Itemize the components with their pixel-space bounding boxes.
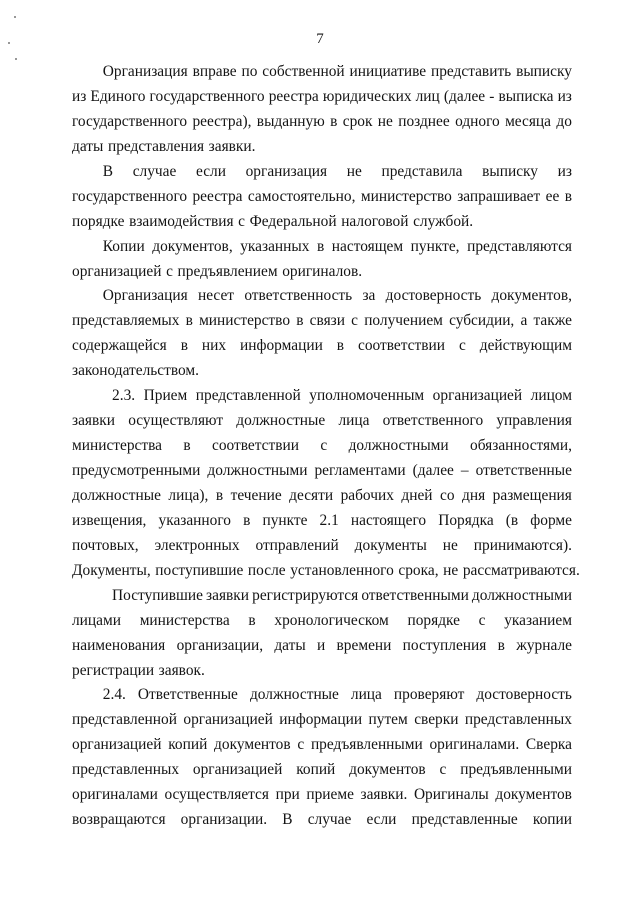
text-line <box>72 459 572 484</box>
word: государственного <box>149 87 265 105</box>
word: информации <box>279 711 363 729</box>
word: 2.4. <box>102 686 126 704</box>
word: если <box>195 162 226 180</box>
word: ее <box>545 187 560 205</box>
paragraph <box>72 683 572 833</box>
word: выданную <box>256 112 325 130</box>
text-line <box>72 309 572 334</box>
word: 2.3. <box>112 387 136 405</box>
text-line <box>72 559 580 584</box>
word: инициативе <box>349 63 427 80</box>
word: после <box>247 561 286 579</box>
word: представления <box>107 137 205 155</box>
word: (в <box>505 511 519 529</box>
word: указанных <box>240 237 310 255</box>
word: заявки. <box>208 137 256 155</box>
word: Копии <box>102 237 145 255</box>
word: течение <box>230 486 282 504</box>
word: отправлений <box>255 536 339 554</box>
word: за <box>362 287 376 305</box>
word: действующим <box>479 337 572 355</box>
word: в <box>243 511 251 529</box>
word: ответственными <box>361 586 469 604</box>
text-line <box>72 708 572 733</box>
word: министерства <box>72 437 162 455</box>
text-line <box>72 409 572 434</box>
text-line <box>72 659 572 684</box>
word: лица <box>338 412 370 430</box>
word: организации. <box>180 811 268 829</box>
text-line <box>72 634 572 659</box>
word: реестра), <box>192 112 252 130</box>
word: из <box>72 87 87 105</box>
word: Организация <box>102 63 188 80</box>
word: дня <box>462 486 486 504</box>
word: с <box>297 736 305 754</box>
text-line <box>72 260 572 285</box>
paragraph <box>72 284 572 384</box>
word: документы <box>354 536 427 554</box>
word: собственной <box>262 63 345 80</box>
text-line <box>72 210 572 235</box>
word: в <box>296 312 304 330</box>
text-line <box>72 110 572 135</box>
word: юридических <box>322 87 412 105</box>
word: несет <box>197 287 235 305</box>
word: регламентами <box>314 462 406 479</box>
word: них <box>201 337 227 355</box>
word: в <box>215 486 224 504</box>
word: ответственного <box>382 412 484 430</box>
word: представленных <box>464 711 572 729</box>
word: предъявленными <box>460 761 572 779</box>
word: даты <box>274 636 306 654</box>
word: В <box>102 162 114 180</box>
word: Порядка <box>438 511 494 529</box>
text-line <box>72 783 572 808</box>
word: в <box>248 611 256 629</box>
word: при <box>275 786 300 804</box>
word: заявки <box>206 586 250 604</box>
scan-speck <box>14 16 16 18</box>
word: службой. <box>413 212 474 230</box>
word: с <box>478 611 486 629</box>
word: должностными <box>348 437 449 455</box>
word: электронных <box>154 536 240 554</box>
word: соответствии <box>212 437 299 455</box>
word: по <box>241 63 258 80</box>
word: налоговой <box>341 212 409 230</box>
word: представляются <box>467 237 572 255</box>
word: должностные <box>236 412 326 430</box>
word: оригиналами. <box>429 736 520 754</box>
word: реестра <box>192 187 243 205</box>
word: организации, <box>176 636 264 654</box>
word: с <box>166 262 173 280</box>
word: не <box>443 561 459 579</box>
word: 2.1 <box>319 511 339 529</box>
word: принимаются). <box>473 536 572 554</box>
word: ответственность <box>244 287 353 305</box>
word: оригиналами <box>72 786 158 804</box>
word: должностные <box>72 486 161 504</box>
word: Организация <box>102 287 188 305</box>
text-line <box>72 758 572 783</box>
text-line <box>72 683 572 708</box>
word: форме <box>530 511 572 529</box>
word: законодательством. <box>72 362 200 380</box>
word: поступления <box>402 636 487 654</box>
word: лица), <box>168 486 209 504</box>
word: министерство <box>360 187 452 205</box>
word: заявки <box>72 412 115 430</box>
word: регистрируются <box>252 586 359 604</box>
word: наименования <box>72 636 166 654</box>
word: извещения, <box>72 511 147 529</box>
word: выписку <box>482 162 538 180</box>
word: предусмотренными <box>72 462 201 479</box>
word: - <box>489 87 495 105</box>
word: рабочих <box>340 486 394 504</box>
word: (далее <box>443 87 486 105</box>
word: и <box>316 636 326 654</box>
word: сверки <box>414 711 459 729</box>
word: организацией <box>72 262 162 280</box>
word: с <box>351 312 358 330</box>
text-line <box>72 85 572 110</box>
word: содержащейся <box>72 337 167 355</box>
text-line <box>72 235 572 260</box>
word: документов <box>495 786 572 804</box>
word: лицом <box>530 387 572 405</box>
word: должностные <box>249 686 339 704</box>
word: выписку <box>516 63 572 80</box>
text-line <box>72 60 572 85</box>
word: организация <box>245 162 328 180</box>
word: рассматриваются. <box>462 561 580 579</box>
text-line <box>72 808 572 833</box>
word: Поступившие <box>112 586 203 604</box>
text-line <box>72 359 572 384</box>
word: государственного <box>72 187 188 205</box>
word: документов <box>214 736 291 754</box>
word: связи <box>309 312 345 330</box>
text-line <box>72 534 572 559</box>
word: не <box>377 112 393 130</box>
word: срока, <box>398 561 439 579</box>
word: ответственные <box>475 462 572 479</box>
word: в <box>180 337 188 355</box>
document-body <box>72 60 580 833</box>
word: заявок. <box>158 661 205 679</box>
word: представляемых <box>72 312 180 330</box>
text-line <box>72 733 572 758</box>
word: также <box>533 312 572 330</box>
word: в <box>316 237 325 255</box>
word: поступившие <box>155 561 244 579</box>
word: срок <box>342 112 373 130</box>
word: установленного <box>290 561 394 579</box>
text-line <box>72 334 572 359</box>
word: даты <box>72 137 104 155</box>
word: должностными <box>207 462 308 479</box>
scan-speck <box>8 42 10 44</box>
word: десяти <box>289 486 334 504</box>
word: представленных <box>72 761 180 779</box>
word: с <box>238 212 245 230</box>
text-line <box>72 384 572 409</box>
word: достоверность <box>385 287 482 305</box>
text-line <box>72 160 572 185</box>
word: Федеральной <box>249 212 337 230</box>
word: организацией <box>72 736 162 754</box>
scan-speck <box>15 58 17 60</box>
paragraph <box>72 235 572 285</box>
word: Сверка <box>525 736 572 754</box>
word: из <box>557 162 572 180</box>
word: реестра <box>268 87 319 105</box>
word: документов, <box>152 237 233 255</box>
word: порядке <box>407 611 460 629</box>
word: случае <box>132 162 177 180</box>
word: оригиналов. <box>282 262 363 280</box>
word: с <box>439 761 447 779</box>
word: соответствии <box>358 337 445 355</box>
word: выписка <box>498 87 554 105</box>
word: указанного <box>158 511 231 529</box>
word: уполномоченным <box>309 387 425 405</box>
word: в <box>185 312 193 330</box>
word: представленной <box>195 387 301 405</box>
word: – <box>460 462 469 479</box>
word: представить <box>430 63 512 80</box>
word: а <box>520 312 528 330</box>
paragraph <box>72 160 572 235</box>
word: путем <box>368 711 408 729</box>
word: документов, <box>491 287 572 305</box>
paragraph <box>72 60 572 160</box>
text-line <box>72 135 572 160</box>
page-number: 7 <box>316 31 324 47</box>
word: приеме <box>306 786 354 804</box>
word: организацией <box>192 761 283 779</box>
word: не <box>346 162 362 180</box>
word: почтовых, <box>72 536 139 554</box>
word: достоверность <box>476 686 572 704</box>
word: (далее <box>412 462 454 479</box>
word: вправе <box>192 63 237 80</box>
word: если <box>366 811 397 829</box>
word: дней <box>401 486 433 504</box>
word: организацией <box>432 387 523 405</box>
paragraph <box>72 584 572 684</box>
word: предъявленными <box>310 736 423 754</box>
word: осуществляется <box>164 786 269 804</box>
word: лицами <box>72 611 121 629</box>
word: получением <box>364 312 443 330</box>
word: настоящего <box>350 511 427 529</box>
word: самостоятельно, <box>247 187 356 205</box>
word: информации <box>240 337 323 355</box>
word: не <box>442 536 458 554</box>
text-line <box>72 509 572 534</box>
word: управления <box>496 412 572 430</box>
word: до <box>556 112 572 130</box>
word: со <box>440 486 455 504</box>
word: запрашивает <box>457 187 541 205</box>
word: указанием <box>504 611 572 629</box>
word: обязанностями, <box>470 437 572 455</box>
word: лица <box>350 686 382 704</box>
word: журнале <box>516 636 572 654</box>
word: в <box>564 187 572 205</box>
word: предъявлением <box>177 262 278 280</box>
word: в <box>336 337 345 355</box>
word: государственного <box>72 112 188 130</box>
word: проверяют <box>393 686 465 704</box>
word: настоящем <box>331 237 404 255</box>
word: осуществляют <box>128 412 224 430</box>
word: должностными <box>471 586 572 604</box>
word: Прием <box>143 387 188 405</box>
word: копии <box>532 811 572 829</box>
word: субсидии, <box>449 312 515 330</box>
word: месяца <box>505 112 551 130</box>
word: позднее <box>398 112 450 130</box>
word: в <box>183 437 191 455</box>
word: в <box>497 636 505 654</box>
word: размещения <box>492 486 572 504</box>
text-line <box>72 484 572 509</box>
word: Ответственные <box>137 686 238 704</box>
word: в <box>330 112 338 130</box>
text-line <box>72 434 572 459</box>
word: копий <box>296 761 336 779</box>
word: пункте, <box>410 237 460 255</box>
word: времени <box>336 636 392 654</box>
word: заявки. <box>360 786 408 804</box>
word: с <box>458 337 466 355</box>
text-line <box>72 185 572 210</box>
word: хронологическом <box>274 611 389 629</box>
word: случае <box>307 811 352 829</box>
word: регистрации <box>72 661 155 679</box>
word: Оригиналы <box>413 786 489 804</box>
word: организацией <box>183 711 273 729</box>
word: представленные <box>411 811 518 829</box>
word: из <box>557 87 572 105</box>
text-line <box>72 584 572 609</box>
text-line <box>72 284 572 309</box>
word: документов <box>349 761 426 779</box>
word: с <box>320 437 328 455</box>
word: возвращаются <box>72 811 166 829</box>
word: министерства <box>139 611 230 629</box>
word: одного <box>455 112 500 130</box>
word: министерство <box>199 312 291 330</box>
word: взаимодействия <box>129 212 234 230</box>
text-line <box>72 609 572 634</box>
word: пункте <box>262 511 308 529</box>
word: лиц <box>415 87 440 105</box>
word: В <box>282 811 293 829</box>
paragraph <box>72 384 580 584</box>
word: Единого <box>90 87 146 105</box>
word: представленной <box>72 711 177 729</box>
word: копий <box>168 736 208 754</box>
word: порядке <box>72 212 125 230</box>
word: представила <box>381 162 463 180</box>
word: Документы, <box>72 561 151 579</box>
